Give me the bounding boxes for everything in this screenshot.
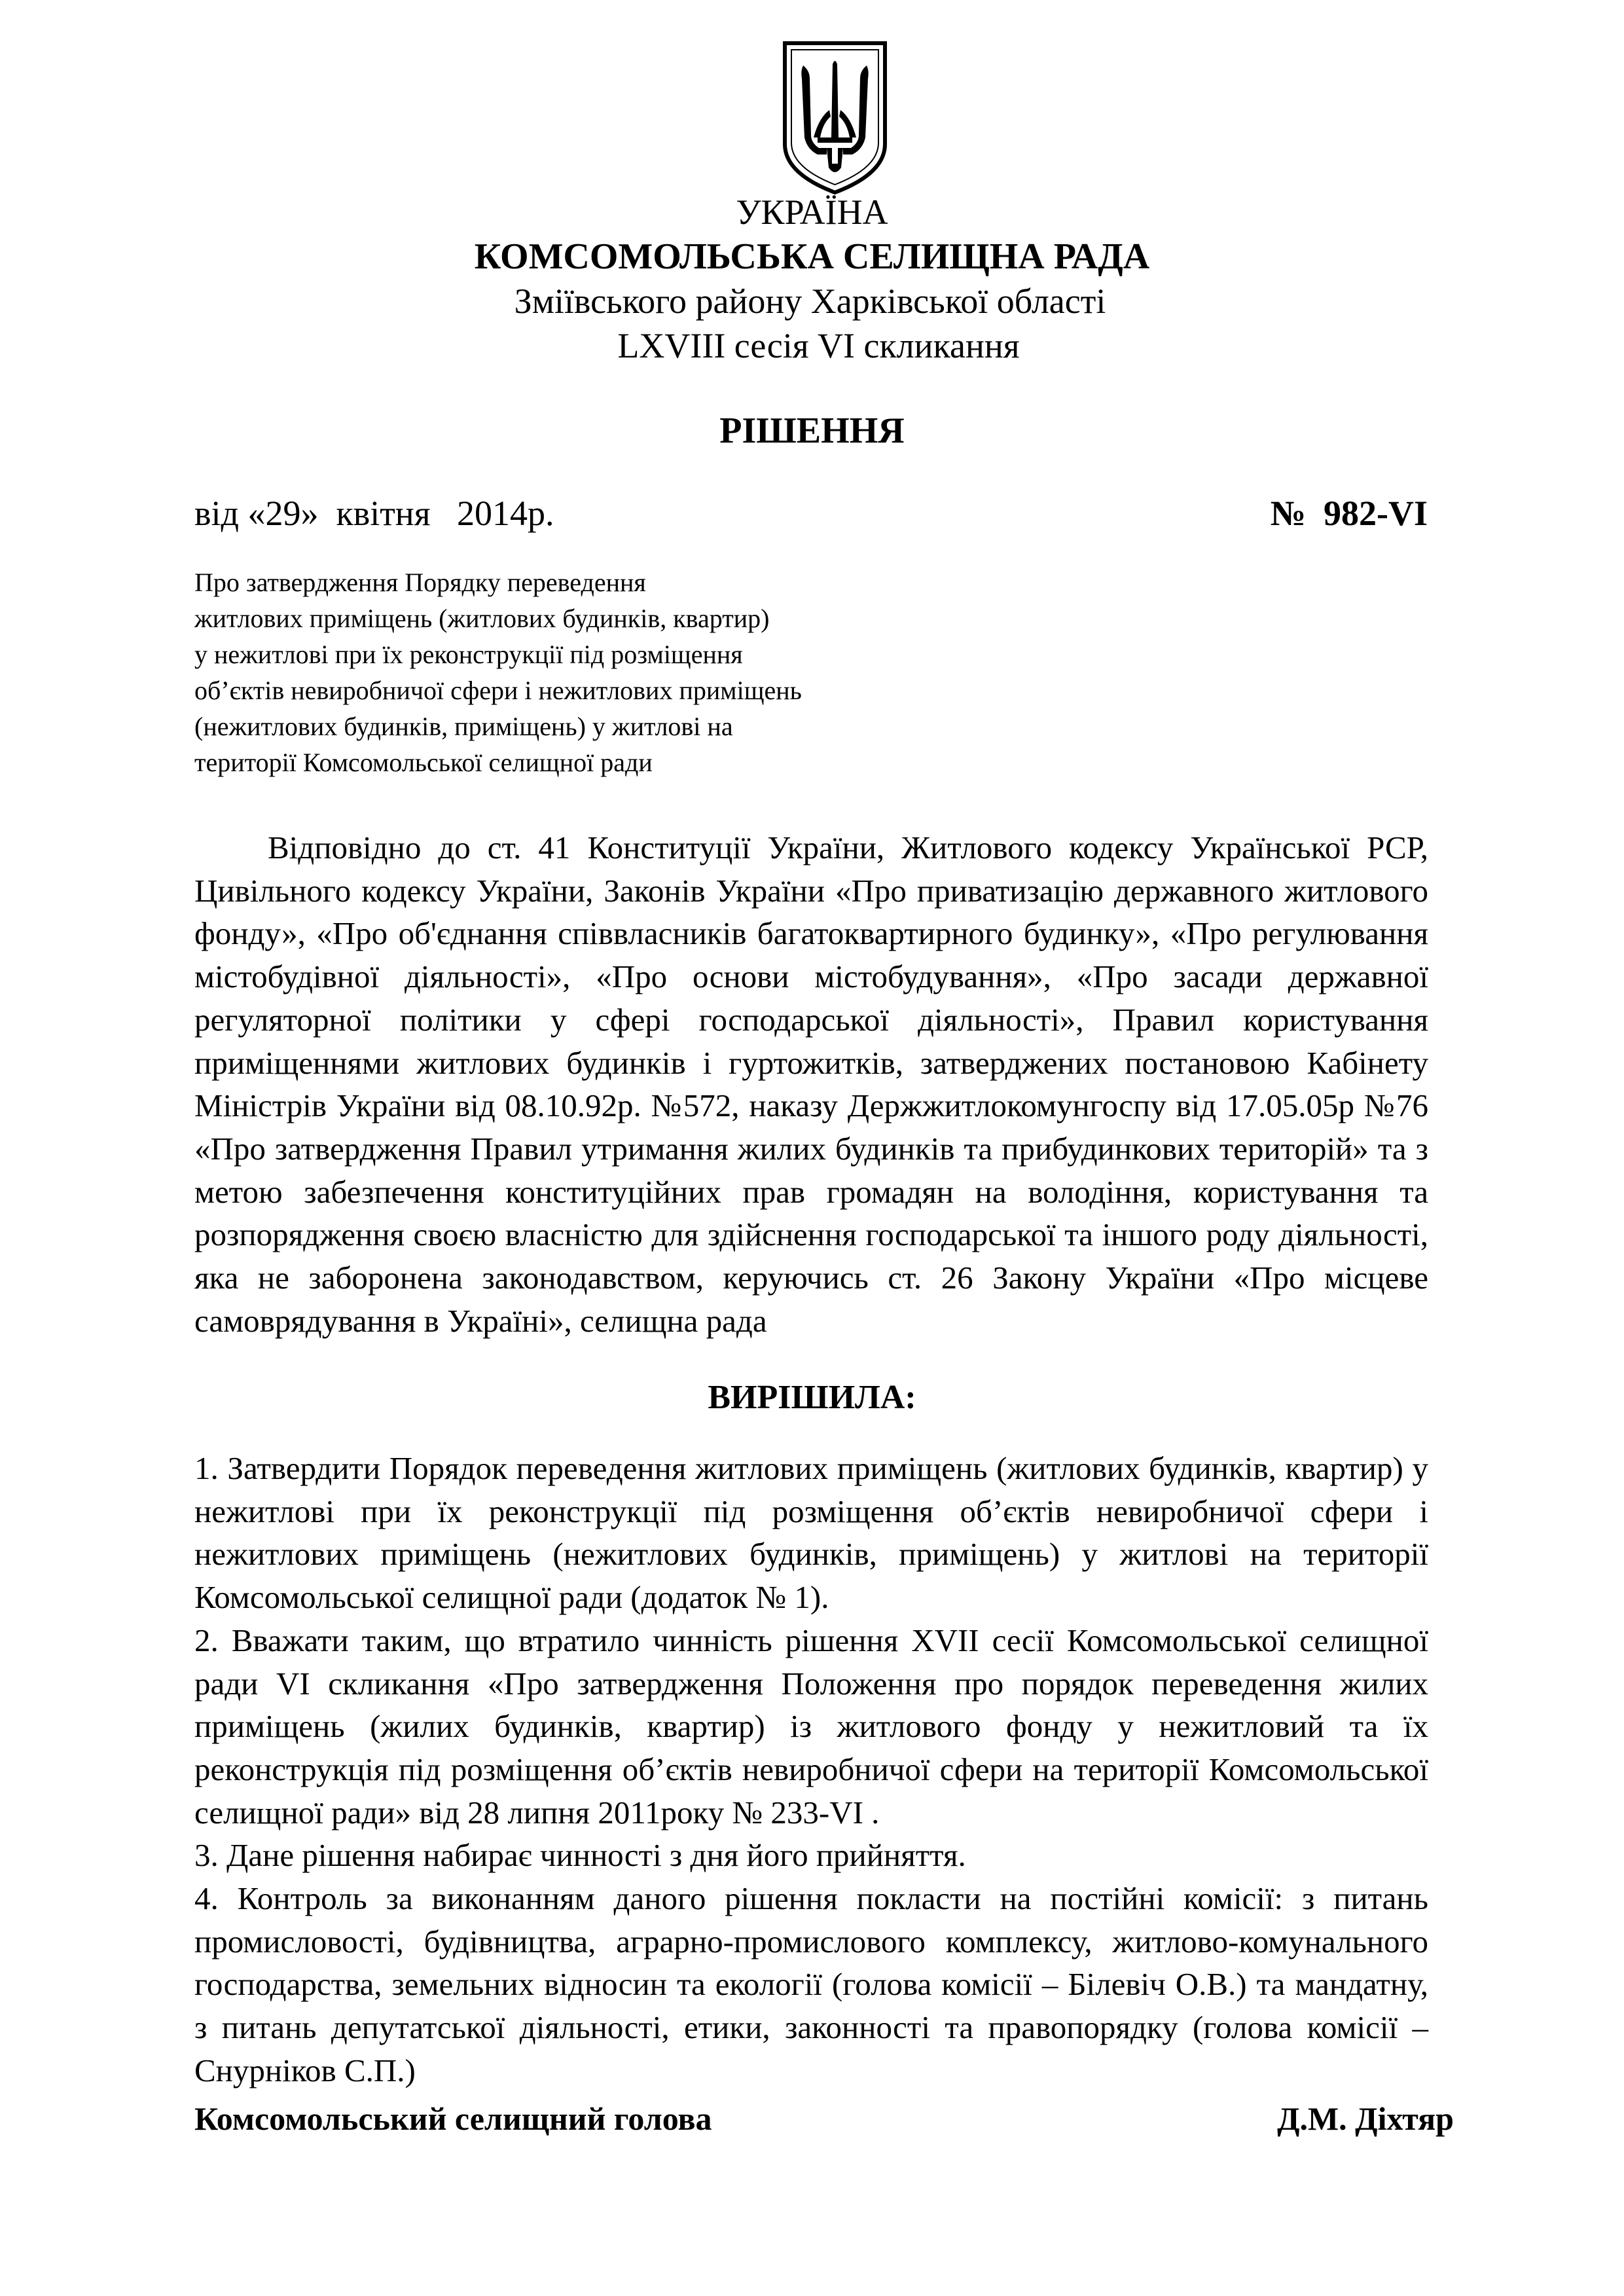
subject-line: (нежитлових будинків, приміщень) у житлові на [194,712,733,741]
signatory-title: Комсомольський селищний голова [194,2100,712,2137]
decision-subject [194,564,980,780]
signatory-name: Д.М. Діхтяр [1277,2100,1454,2137]
preamble-paragraph: Відповідно до ст. 41 Конституції України, Житлового кодексу Української РСР, Цивільного кодексу України, Законів України «Про приватизацію державного житлового фонду», «Про об'єднання співвласників багатоквартирного будинку», «Про регулювання містобудівної діяльності», «Про основи містобудування», «Про засади державної регуляторної політики у сфері господарської діяльності», Правил користування приміщеннями житлових будинків і гуртожитків, затверджених постановою Кабінету Міністрів України від 08.10.92р. №572, наказу Держжитлокомунгоспу від 17.05.05р №76 «Про затвердження Правил утримання жилих будинків та прибудинкових територій» та з метою забезпечення конституційних прав громадян на володіння, користування та розпорядження своєю власністю для здійснення господарської та іншого роду діяльності, яка не заборонена законодавством, керуючись ст. 26 Закону України «Про місцеве самоврядування в Україні», селищна рада [194,829,1428,1339]
document-type-heading: РІШЕННЯ [719,410,905,451]
decision-item: 2. Вважати таким, що втратило чинність рішення XVII сесії Комсомольської селищної ради VI скликання «Про затвердження Положення про порядок переведення жилих приміщень (жилих будинків, квартир) із житлового фонду у нежитловий та їх реконструкція під розміщення об’єктів невиробничої сфери на території Комсомольської селищної ради» від 28 липня 2011року № 233-VI . [194,1622,1428,1831]
decision-items [194,1447,1428,2092]
subject-line: у нежитлові при їх реконструкції під розміщення [194,640,743,669]
subject-line: житлових приміщень (житлових будинків, квартир) [194,604,770,633]
decision-item: 1. Затвердити Порядок переведення житлових приміщень (житлових будинків, квартир) у нежитлові при їх реконструкції під розміщення об’єктів невиробничої сфери і нежитлових приміщень (нежитлових будинків, приміщень) у житлові на території Комсомольської селищної ради (додаток № 1). [194,1450,1428,1616]
session-heading: LXVIII сесія VI скликання [617,326,1020,365]
decision-item: 3. Дане рішення набирає чинності з дня його прийняття. [194,1837,966,1874]
decision-number: № 982-VI [1270,494,1428,533]
subject-line: об’єктів невиробничої сфери і нежитлових приміщень [194,676,802,705]
decision-item: 4. Контроль за виконанням даного рішення покласти на постійні комісії: з питань промисловості, будівництва, аграрно-промислового комплексу, житлово-комунального господарства, земельних відносин та екології (голова комісії – Білевіч О.В.) та мандатну, з питань депутатської діяльності, етики, законності та правопорядку (голова комісії – Снурніков С.П.) [194,1880,1428,2088]
subject-line: Про затвердження Порядку переведення [194,568,646,597]
country-heading: УКРАЇНА [736,192,888,232]
decided-heading: ВИРІШИЛА: [708,1379,916,1416]
trident-emblem-icon [781,39,889,196]
district-heading: Зміївського району Харківської області [514,282,1106,321]
council-heading: КОМСОМОЛЬСЬКА СЕЛИЩНА РАДА [474,236,1150,277]
decision-date: від «29» квітня 2014р. [194,494,554,533]
subject-line: території Комсомольської селищної ради [194,748,653,777]
